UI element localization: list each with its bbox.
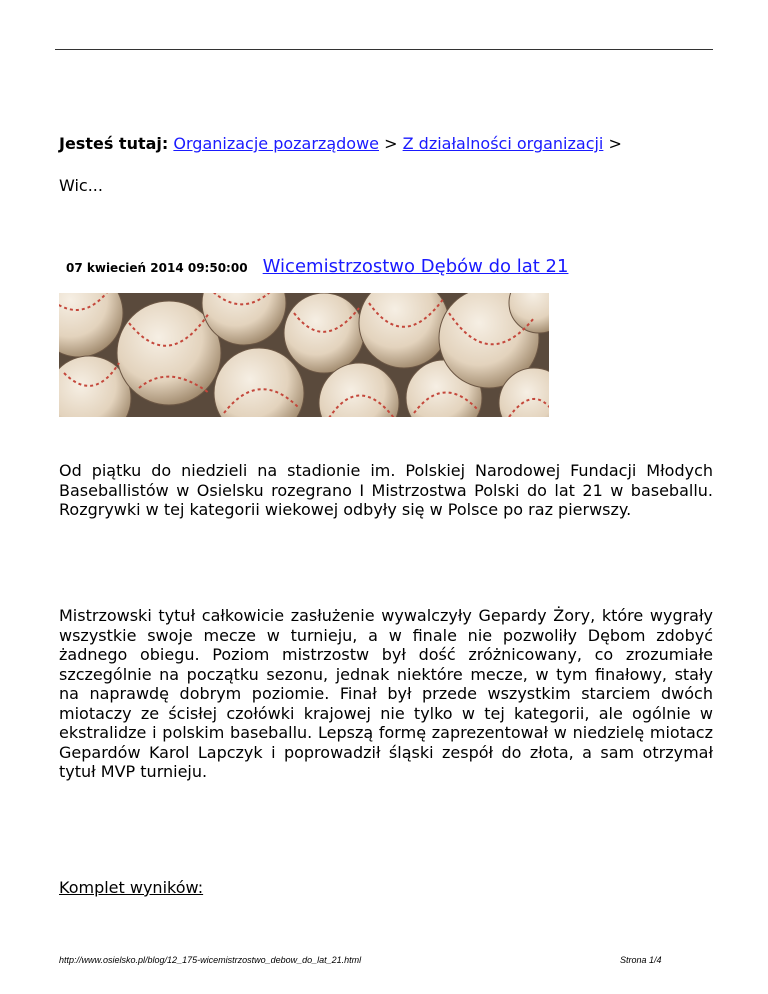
article-date: 07 kwiecień 2014 09:50:00 [66,261,248,275]
article-title-link[interactable]: Wicemistrzostwo Dębów do lat 21 [262,256,569,277]
baseballs-photo [59,293,549,417]
article-meta [66,256,568,280]
breadcrumb-label: Jesteś tutaj: [59,134,169,153]
article-paragraph: Mistrzowski tytuł całkowicie zasłużenie wywalczyły Gepardy Żory, które wygrały wszystkie swoje mecze w turnieju, a w finale nie pozwoliły Dębom zdobyć żadnego obiegu. Poziom mistrzostw był dość zróżnicowany, co zrozumiałe szczególnie na początku sezonu, jednak niektóre mecze, w tym finałowy, stały na naprawdę dobrym poziomie. Finał był przede wszystkim starciem dwóch miotaczy ze ścisłej czołówki krajowej nie tylko w tej kategorii, ale ogólnie w ekstralidze i polskim baseballu. Lepszą formę zaprezentował w niedzielę miotacz Gepardów Karol Lapczyk i poprowadził śląski zespół do złota, a sam otrzymał tytuł MVP turnieju. [59,606,713,781]
breadcrumb-item-dzialalnosc[interactable]: Z działalności organizacji [402,134,604,153]
breadcrumb [59,133,622,155]
footer-url: http://www.osielsko.pl/blog/12_175-wicemistrzostwo_debow_do_lat_21.html [59,955,362,965]
article-paragraph: Od piątku do niedzieli na stadionie im. Polskiej Narodowej Fundacji Młodych Baseballistów w Osielsku rozegrano I Mistrzostwa Polski do lat 21 w baseballu. Rozgrywki w tej kategorii wiekowej odbyły się w Polsce po raz pierwszy. [59,461,713,519]
breadcrumb-separator: > [608,134,622,153]
footer-page-number: Strona 1/4 [620,955,662,965]
breadcrumb-item-organizacje[interactable]: Organizacje pozarządowe [173,134,380,153]
breadcrumb-separator: > [384,134,398,153]
breadcrumb-current: Wic... [59,176,103,195]
top-rule [55,49,713,50]
results-heading: Komplet wyników: [59,878,204,897]
